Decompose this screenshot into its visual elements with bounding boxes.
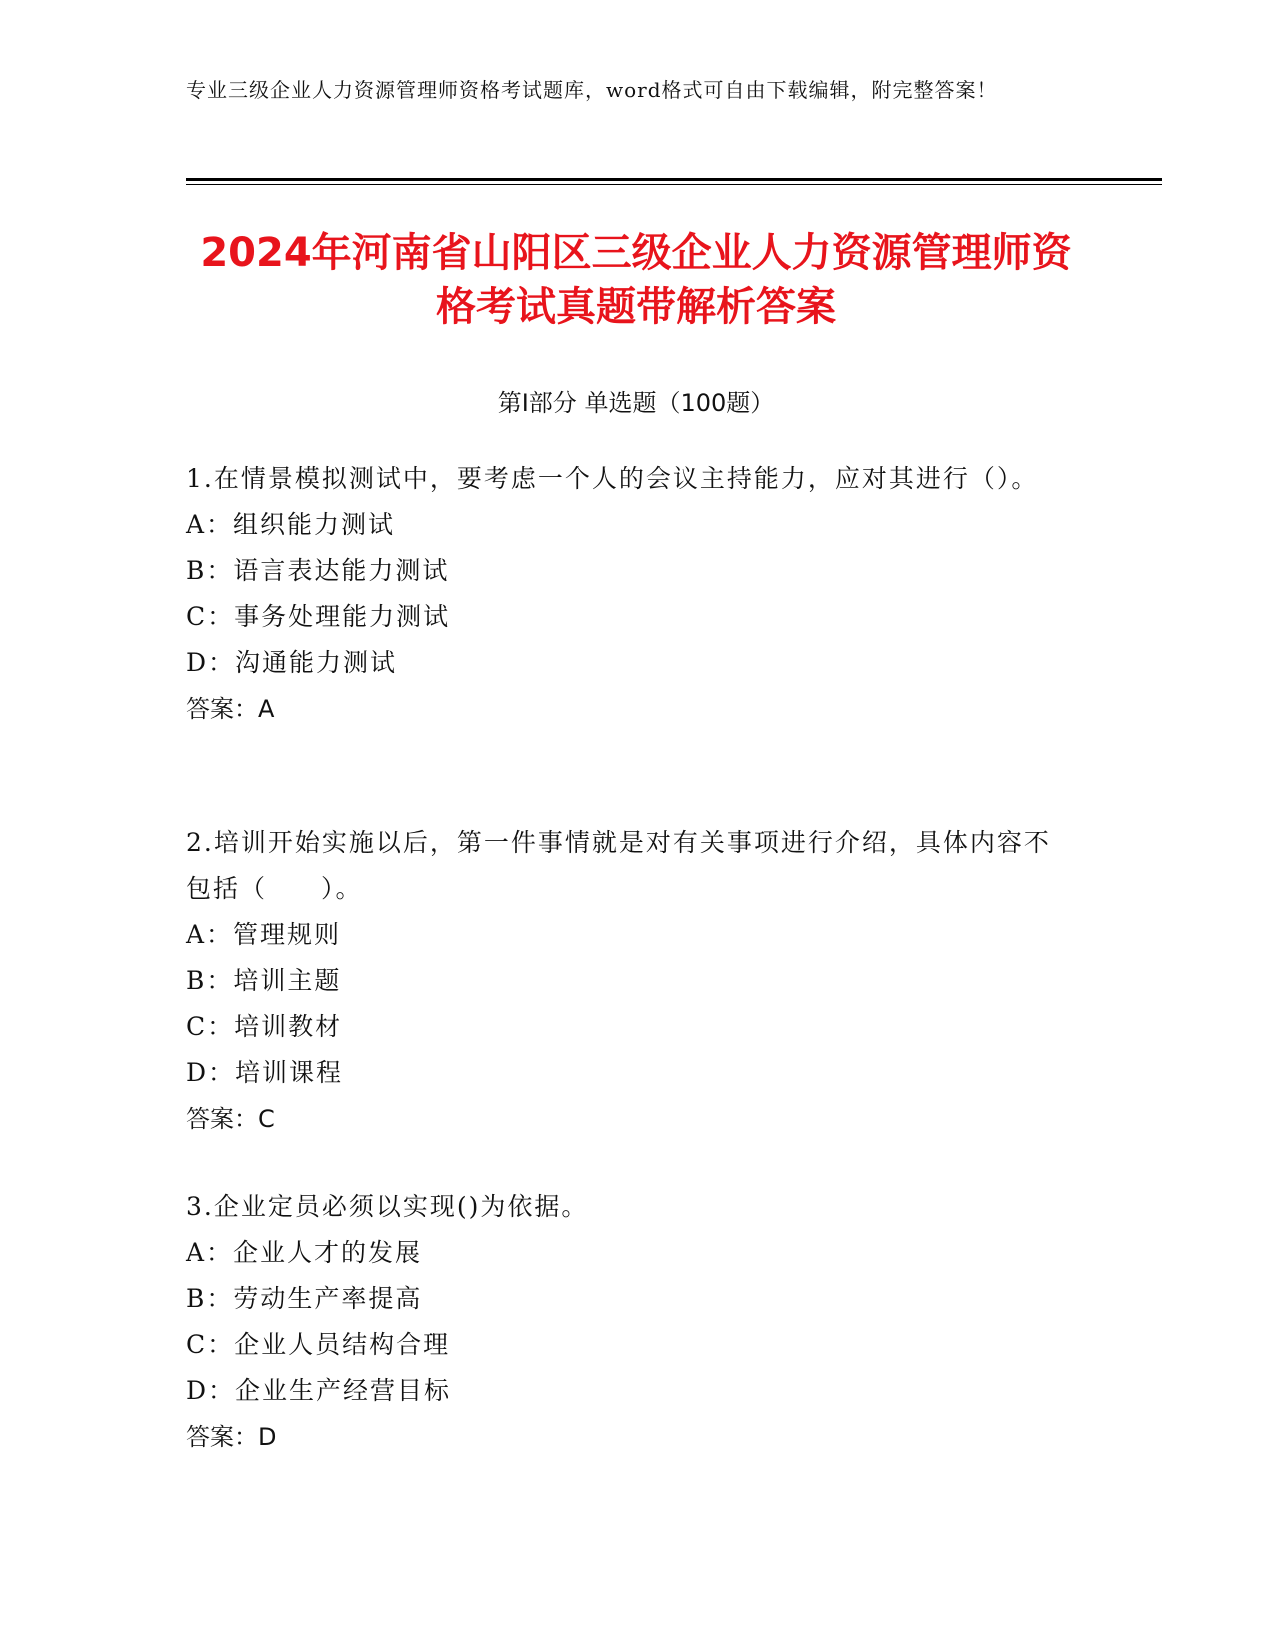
document-title: 2024年河南省山阳区三级企业人力资源管理师资格考试真题带解析答案: [200, 230, 1072, 330]
option-d: D：企业生产经营目标: [186, 1376, 452, 1405]
option-c: C：企业人员结构合理: [186, 1330, 451, 1359]
question-text: 2.培训开始实施以后，第一件事情就是对有关事项进行介绍，具体内容不包括（ ）。: [186, 828, 1051, 903]
option-a: A：管理规则: [186, 920, 342, 949]
section-heading: 第I部分 单选题（100题）: [497, 389, 775, 417]
header-divider-thick: [186, 178, 1162, 181]
answer: 答案：D: [186, 1423, 277, 1451]
question-text: 3.企业定员必须以实现()为依据。: [186, 1192, 589, 1221]
option-a: A：组织能力测试: [186, 510, 396, 539]
option-d: D：培训课程: [186, 1058, 344, 1087]
question-2: [186, 820, 1066, 1142]
answer: 答案：C: [186, 1105, 275, 1133]
option-a: A：企业人才的发展: [186, 1238, 423, 1267]
option-b: B：劳动生产率提高: [186, 1284, 423, 1313]
question-3: [186, 1184, 1066, 1460]
question-text: 1.在情景模拟测试中，要考虑一个人的会议主持能力，应对其进行（）。: [186, 464, 1039, 493]
option-c: C：事务处理能力测试: [186, 602, 451, 631]
option-b: B：语言表达能力测试: [186, 556, 450, 585]
option-d: D：沟通能力测试: [186, 648, 398, 677]
header-divider-thin: [186, 184, 1162, 185]
option-c: C：培训教材: [186, 1012, 343, 1041]
question-1: [186, 456, 1066, 732]
header-note: 专业三级企业人力资源管理师资格考试题库，word格式可自由下载编辑，附完整答案！: [186, 78, 998, 102]
answer: 答案：A: [186, 695, 275, 723]
option-b: B：培训主题: [186, 966, 342, 995]
